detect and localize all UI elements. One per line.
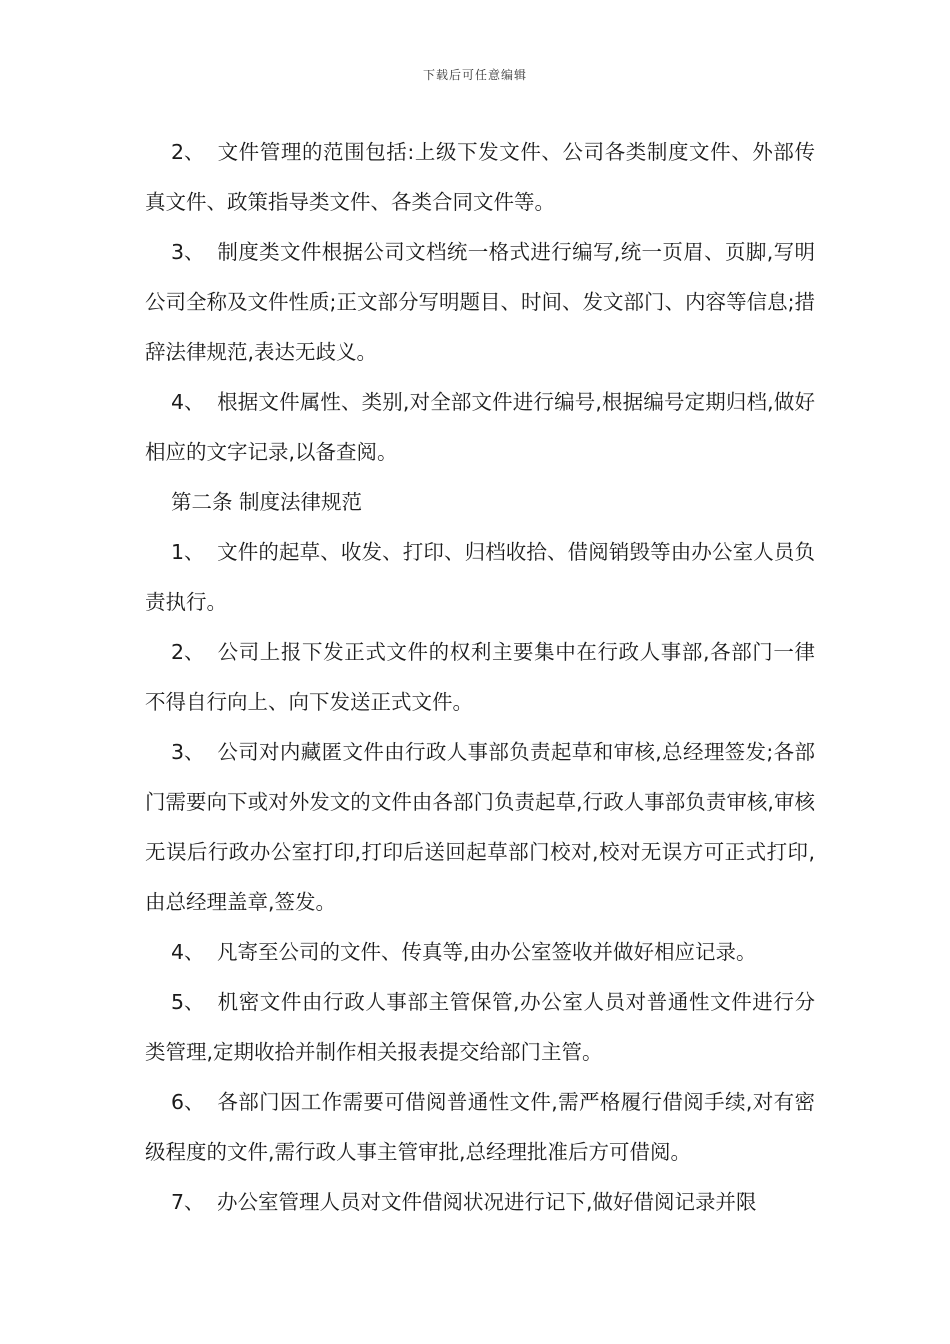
paragraph-2 <box>145 127 815 227</box>
item-number: 1、 <box>171 540 205 564</box>
item-number: 2、 <box>171 140 205 164</box>
paragraph-text: 根据文件属性、类别,对全部文件进行编号,根据编号定期归档,做好相应的文字记录,以备查阅。 <box>145 390 815 464</box>
paragraph-text: 凡寄至公司的文件、传真等,由办公室签收并做好相应记录。 <box>217 940 757 964</box>
paragraph-1 <box>145 527 815 627</box>
paragraph-text: 办公室管理人员对文件借阅状况进行记下,做好借阅记录并限 <box>217 1190 757 1214</box>
paragraph-3 <box>145 227 815 377</box>
section-heading-text: 第二条 制度法律规范 <box>171 490 363 514</box>
paragraph-text: 文件的起草、收发、打印、归档收拾、借阅销毁等由办公室人员负责执行。 <box>145 540 815 614</box>
paragraph-4b <box>145 927 815 977</box>
paragraph-4 <box>145 377 815 477</box>
item-number: 5、 <box>171 990 205 1014</box>
paragraph-text: 公司对内藏匿文件由行政人事部负责起草和审核,总经理签发;各部门需要向下或对外发文的文件由各部门负责起草,行政人事部负责审核,审核无误后行政办公室打印,打印后送回起草部门校对,校对无误方可正式打印,由总经理盖章,签发。 <box>145 740 815 914</box>
item-number: 2、 <box>171 640 205 664</box>
paragraph-3b <box>145 727 815 927</box>
paragraph-text: 各部门因工作需要可借阅普通性文件,需严格履行借阅手续,对有密级程度的文件,需行政人事主管审批,总经理批准后方可借阅。 <box>145 1090 815 1164</box>
paragraph-text: 机密文件由行政人事部主管保管,办公室人员对普通性文件进行分类管理,定期收拾并制作相关报表提交给部门主管。 <box>145 990 815 1064</box>
item-number: 4、 <box>171 940 205 964</box>
item-number: 3、 <box>171 740 205 764</box>
item-number: 4、 <box>171 390 205 414</box>
item-number: 7、 <box>171 1190 205 1214</box>
paragraph-7 <box>145 1177 815 1227</box>
paragraph-text: 文件管理的范围包括:上级下发文件、公司各类制度文件、外部传真文件、政策指导类文件、各类合同文件等。 <box>145 140 815 214</box>
item-number: 3、 <box>171 240 205 264</box>
paragraph-text: 制度类文件根据公司文档统一格式进行编写,统一页眉、页脚,写明公司全称及文件性质;正文部分写明题目、时间、发文部门、内容等信息;措辞法律规范,表达无歧义。 <box>145 240 815 364</box>
section-heading <box>145 477 815 527</box>
paragraph-6 <box>145 1077 815 1177</box>
paragraph-5 <box>145 977 815 1077</box>
paragraph-text: 公司上报下发正式文件的权利主要集中在行政人事部,各部门一律不得自行向上、向下发送正式文件。 <box>145 640 815 714</box>
item-number: 6、 <box>171 1090 205 1114</box>
document-body <box>145 127 815 1227</box>
paragraph-2b <box>145 627 815 727</box>
page-header: 下载后可任意编辑 <box>422 68 527 82</box>
